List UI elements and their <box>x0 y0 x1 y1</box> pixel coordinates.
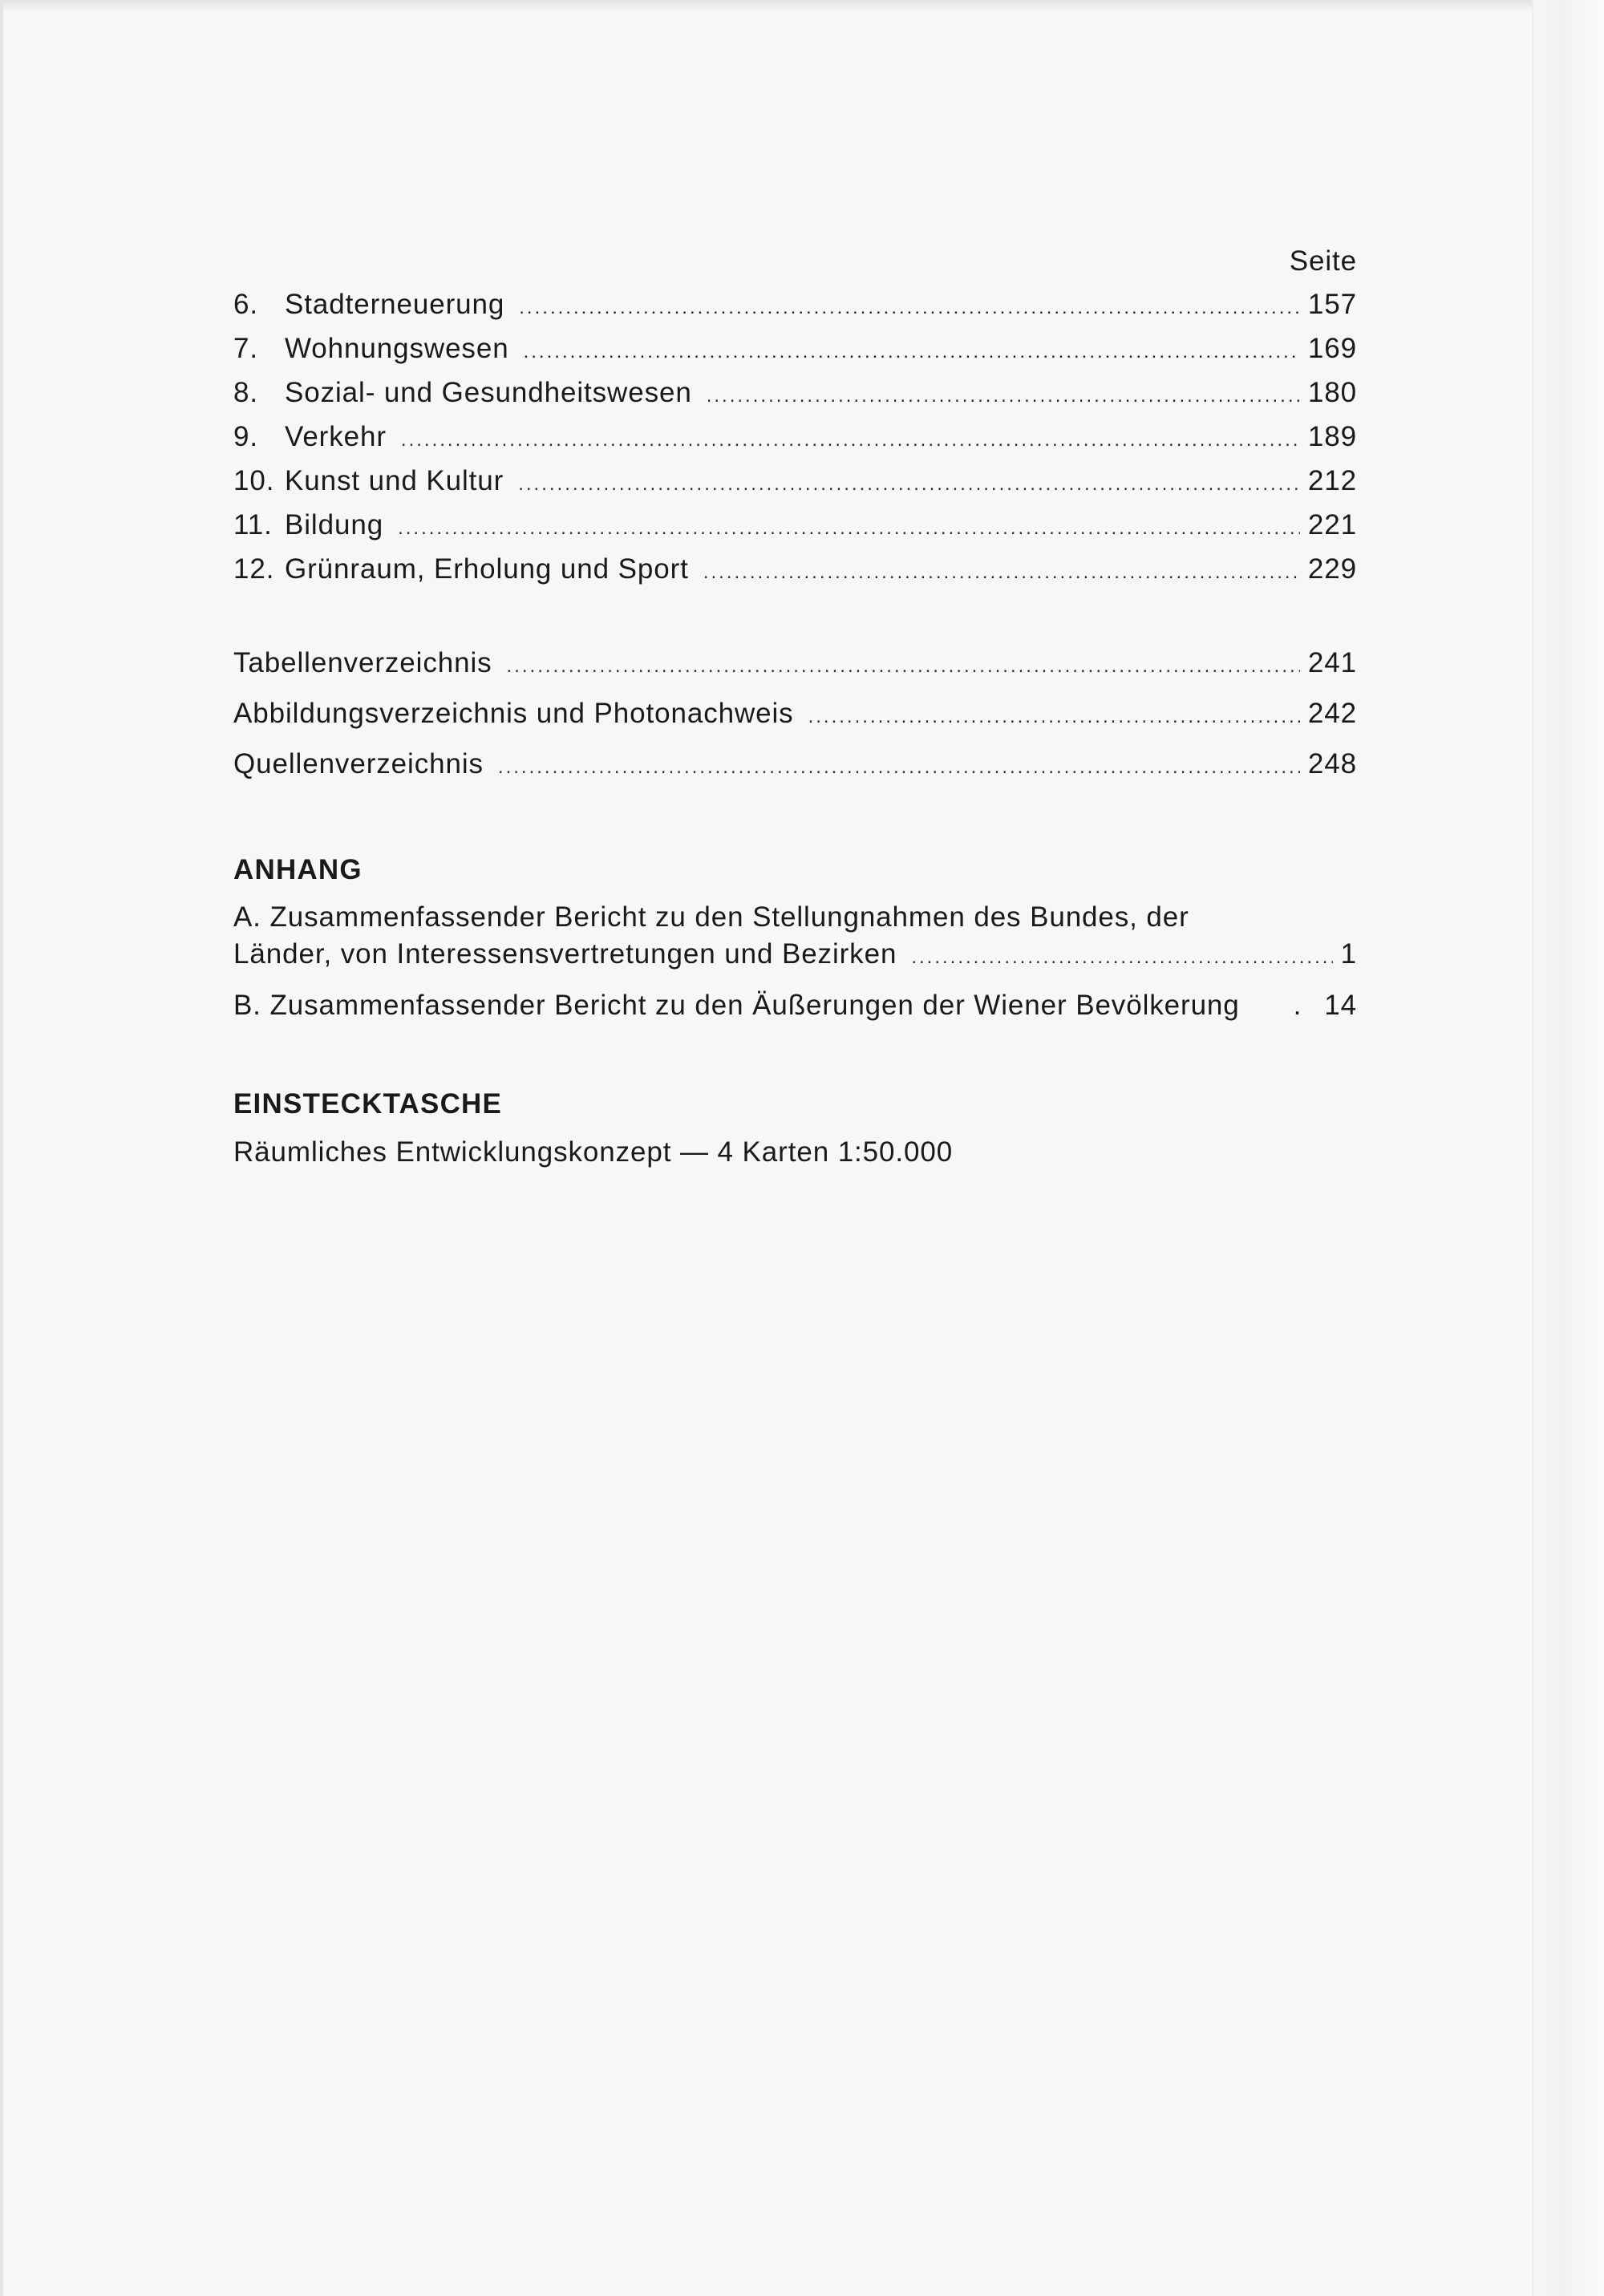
chapter-title: Verkehr <box>285 421 387 452</box>
chapter-title: Wohnungswesen <box>285 333 509 364</box>
chapter-number: 7. <box>233 333 258 364</box>
page-number: 242 <box>1307 698 1357 729</box>
chapter-title: Stadterneuerung <box>285 289 505 320</box>
page-number: 212 <box>1307 465 1357 496</box>
einstecktasche-heading: EINSTECKTASCHE <box>233 1088 503 1120</box>
dot-leader <box>808 691 1300 742</box>
table-of-contents <box>233 241 1357 1177</box>
einstecktasche-text: Räumliches Entwicklungskonzept — 4 Karten 1:50.000 <box>233 1136 954 1168</box>
page-number: 229 <box>1307 553 1357 585</box>
anhang-item-b[interactable] <box>233 985 1357 1027</box>
page-number: 221 <box>1307 509 1357 541</box>
page-number: 180 <box>1307 377 1357 408</box>
dot-leader <box>507 641 1300 691</box>
toc-entry-tabellenverzeichnis[interactable] <box>233 638 1357 688</box>
dot-leader <box>703 550 1300 594</box>
index-title: Tabellenverzeichnis <box>233 647 492 678</box>
anhang-heading: ANHANG <box>233 854 363 885</box>
page-number: 157 <box>1307 289 1357 320</box>
chapter-number: 12. <box>233 553 275 585</box>
toc-entry-chapter-6[interactable] <box>233 282 1357 326</box>
scan-left-edge <box>0 0 3 2296</box>
page-number: 1 <box>1340 938 1357 970</box>
dot-leader <box>398 506 1300 550</box>
toc-entry-abbildungsverzeichnis[interactable] <box>233 688 1357 739</box>
toc-entry-chapter-7[interactable] <box>233 326 1357 371</box>
section-gap <box>233 789 1357 847</box>
page-number: 169 <box>1307 333 1357 364</box>
dot-leader <box>707 374 1300 418</box>
section-gap <box>233 591 1357 638</box>
chapter-title: Sozial- und Gesundheitswesen <box>285 377 692 408</box>
chapter-number: 11. <box>233 509 273 541</box>
chapter-number: 10. <box>233 465 275 496</box>
toc-entry-chapter-9[interactable] <box>233 415 1357 459</box>
section-gap <box>233 1027 1357 1081</box>
trailing-dot: . <box>1293 990 1302 1021</box>
index-title: Abbildungsverzeichnis und Photonachweis <box>233 698 794 729</box>
dot-leader <box>519 285 1300 330</box>
chapter-number: 8. <box>233 377 258 408</box>
toc-entry-chapter-12[interactable] <box>233 547 1357 591</box>
dot-leader <box>524 330 1300 374</box>
chapter-title: Bildung <box>285 509 384 541</box>
chapter-number: 9. <box>233 421 258 452</box>
page-number: 241 <box>1307 647 1357 678</box>
dot-leader <box>498 742 1300 792</box>
seite-column-label: Seite <box>1289 245 1357 277</box>
chapter-number: 6. <box>233 289 258 320</box>
page-number: 248 <box>1307 748 1357 780</box>
page-number: 189 <box>1307 421 1357 452</box>
scan-right-edge <box>1532 0 1604 2296</box>
dot-leader <box>911 940 1332 975</box>
toc-entry-chapter-11[interactable] <box>233 503 1357 547</box>
scan-top-edge <box>0 0 1604 11</box>
toc-entry-chapter-8[interactable] <box>233 371 1357 415</box>
dot-leader <box>518 462 1300 506</box>
anhang-item-a-line1[interactable]: A. Zusammenfassender Bericht zu den Stellungnahmen des Bundes, der <box>233 901 1189 933</box>
anhang-item-a-text: Länder, von Interessensvertretungen und Bezirken <box>233 938 897 970</box>
chapter-title: Kunst und Kultur <box>285 465 504 496</box>
chapter-title: Grünraum, Erholung und Sport <box>285 553 689 585</box>
anhang-item-a-line2[interactable] <box>233 937 1357 972</box>
dot-leader <box>401 418 1300 462</box>
toc-entry-chapter-10[interactable] <box>233 459 1357 503</box>
index-title: Quellenverzeichnis <box>233 748 484 780</box>
page-number: 14 <box>1324 990 1357 1021</box>
anhang-item-b-text: B. Zusammenfassender Bericht zu den Äußerungen der Wiener Bevölkerung <box>233 990 1240 1021</box>
toc-entry-quellenverzeichnis[interactable] <box>233 739 1357 789</box>
